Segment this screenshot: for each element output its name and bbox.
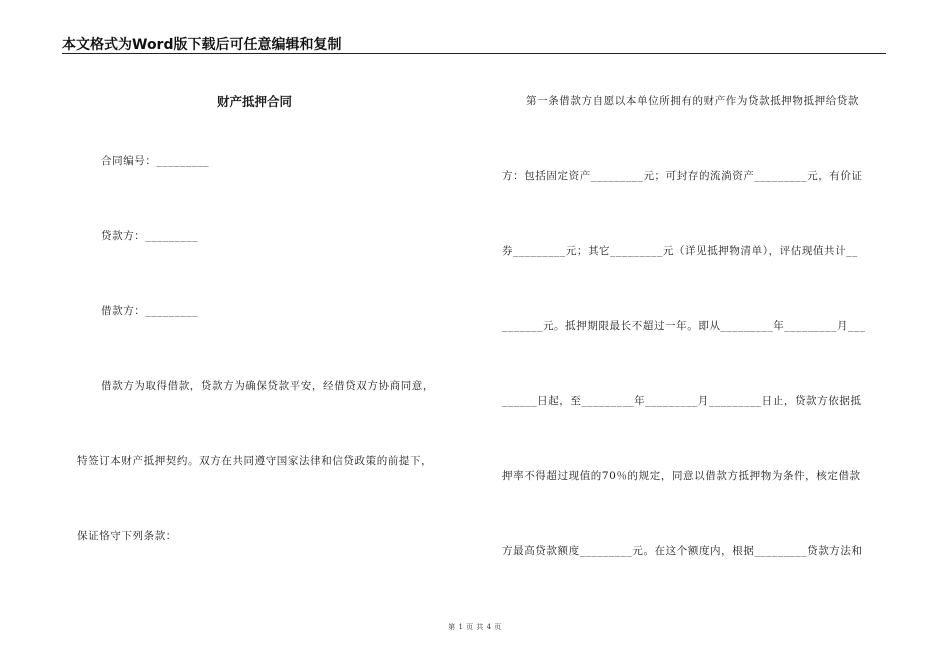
article-1-line-6: 押率不得超过现值的70％的规定，同意以借款方抵押物为条件，核定借款 [502, 470, 861, 482]
article-1-line-3: 券_________元；其它_________元（详见抵押物清单），评估现值共计__ [502, 245, 858, 257]
lender-line: 贷款方：_________ [101, 230, 199, 242]
article-1-line-7: 方最高贷款额度_________元。在这个额度内，根据_________贷款方法和 [502, 545, 863, 557]
contract-title: 财产抵押合同 [217, 94, 293, 109]
preamble-line-3: 保证恪守下列条款： [77, 530, 177, 542]
contract-number-line: 合同编号：_________ [101, 155, 210, 167]
preamble-line-1: 借款方为取得借款，贷款方为确保贷款平安，经借贷双方协商同意， [101, 380, 434, 392]
article-1-line-1: 第一条借款方自愿以本单位所拥有的财产作为贷款抵押物抵押给贷款 [526, 95, 859, 107]
article-1-line-5: ______日起，至_________年_________月_________日止，贷款方依据抵 [502, 395, 862, 407]
document-header: 本文格式为Word版下载后可任意编辑和复制 [62, 37, 342, 53]
borrower-line: 借款方：_________ [101, 305, 199, 317]
article-1-line-2: 方：包括固定资产_________元；可封存的流淌资产_________元，有价证 [502, 170, 863, 182]
header-divider [62, 53, 886, 54]
article-1-line-4: _______元。抵押期限最长不超过一年。即从_________年_________月___ [502, 320, 866, 332]
preamble-line-2: 特签订本财产抵押契约。双方在共同遵守国家法律和信贷政策的前提下， [77, 455, 433, 467]
page-number: 第 1 页 共 4 页 [448, 623, 502, 631]
